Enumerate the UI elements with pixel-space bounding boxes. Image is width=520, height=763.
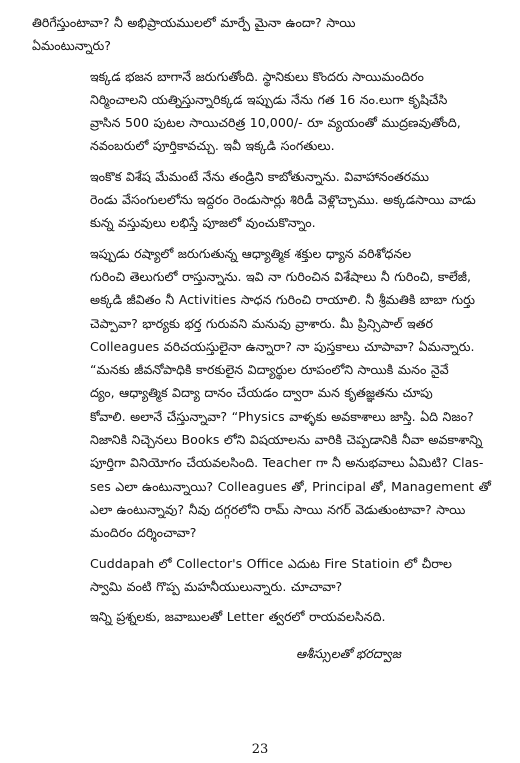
paragraph-cuddapah: [32, 552, 492, 599]
text-line: రెండు వేసంగులలోను ఇద్దరం రెండుసార్లు శిరిడీ వెళ్లొచ్చాము. అక్కడసాయి వాడు: [90, 192, 476, 208]
text-line: అక్కడి జీవితం నీ Activities సాధన గురించి రాయాలి. నీ శ్రీమతికి బాబా గుర్తు: [90, 292, 475, 308]
text-line: పూర్తిగా వినియోగం చేయవలసింది. Teacher గా నీ అనుభవాలు ఏమిటి? Clas-: [90, 455, 484, 471]
text-line: మందిరం దర్శించావా?: [90, 525, 197, 541]
text-line: ఇంకొక విశేష మేమంటే నేను తండ్రిని కాబోతున్నాను. వివాహానంతరము: [90, 168, 429, 184]
paragraph-family-news: [32, 165, 492, 235]
text-line: ఇప్పుడు రష్యాలో జరుగుతున్న ఆధ్యాత్మిక శక్తుల ధ్యాన వరిశోధనల: [90, 245, 412, 261]
paragraph-bhajan-news: [32, 65, 492, 158]
text-line: ఇక్కడ భజన బాగానే జరుగుతోంది. స్థానికులు కొందరు సాయిమందిరం: [90, 68, 424, 84]
paragraph-closing-request: [32, 605, 492, 628]
text-line: Cuddapah లో Collector's Office ఎదుట Fire Statioin లో చీరాల: [90, 555, 452, 571]
text-line: వ్రాసిన 500 పుటల సాయిచరిత్ర 10,000/- రూ వ్యయంతో ముద్రణవుతోంది,: [90, 115, 461, 131]
text-line: ఏమంటున్నారు?: [32, 38, 111, 54]
text-line: కున్న వస్తువులు లభిస్తే పూజలో వుంచుకొన్నాం.: [90, 215, 316, 231]
text-line: ఇన్ని ప్రశ్నలకు, జవాబులతో Letter త్వరలో రాయవలసినది.: [90, 609, 386, 625]
text-line: చెప్పావా? భార్యకు భర్త గురువని మనువు వ్రాశారు. మీ ప్రిన్సిపాల్ ఇతర: [90, 315, 433, 331]
text-line: “మనకు జీవనోపాధికి కారకులైన విద్యార్థుల రూపంలోని సాయికి మనం నైవే: [90, 362, 449, 378]
text-line: ద్యం, ఆధ్యాత్మిక విద్యా దానం చేయడం ద్వారా మన కృతజ్ఞతను చూపు: [90, 385, 433, 401]
text-line: నవంబరులో పూర్తికావచ్చు. ఇవీ ఇక్కడి సంగతులు.: [90, 138, 335, 154]
page-number: 23: [251, 742, 269, 757]
text-line: కోవాలి. అలానే చేస్తున్నావా? “Physics వాళ్ళకు అవకాశాలు జాస్తి. ఏది నిజం?: [90, 408, 474, 424]
text-line: గురించి తెలుగులో రాస్తున్నాను. ఇవి నా గురించిన విశేషాలు నీ గురించి, కాలేజీ,: [90, 268, 471, 284]
paragraph-opening-question: [32, 11, 492, 58]
paragraph-questions: [32, 242, 492, 545]
text-line: నిర్మించాలని యత్నిస్తున్నారిక్కడ ఇప్పుడు నేను గత 16 నం.లుగా కృషిచేసి: [90, 91, 448, 107]
text-line: తిరిగేస్తుంటావా? నీ అభిప్రాయములలో మార్పే మైనా ఉందా? సాయి: [32, 15, 356, 30]
text-line: నిజానికి నిచ్చెనలు Books లోని విషయాలను వారికి చెప్పడానికి నీవా అవకాశాన్ని: [90, 432, 483, 448]
text-line: Colleagues వరిచయస్తులైనా ఉన్నారా? నా పుస్తకాలు చూపావా? ఏమన్నారు.: [90, 338, 475, 354]
text-line: ఎలా ఉంటున్నావు? నీవు దగ్గరలోని రామ్ సాయి నగర్ వెడుతుంటావా? సాయి: [90, 501, 466, 517]
text-line: స్వామి వంటి గొప్ప మహనీయులున్నారు. చూచావా?: [90, 578, 343, 594]
text-line: ses ఎలా ఉంటున్నాయి? Colleagues తో, Principal తో, Management తో: [90, 478, 491, 494]
signature: ఆశీస్సులతో భరద్వాజ: [296, 646, 401, 661]
letter-body: [32, 11, 492, 635]
